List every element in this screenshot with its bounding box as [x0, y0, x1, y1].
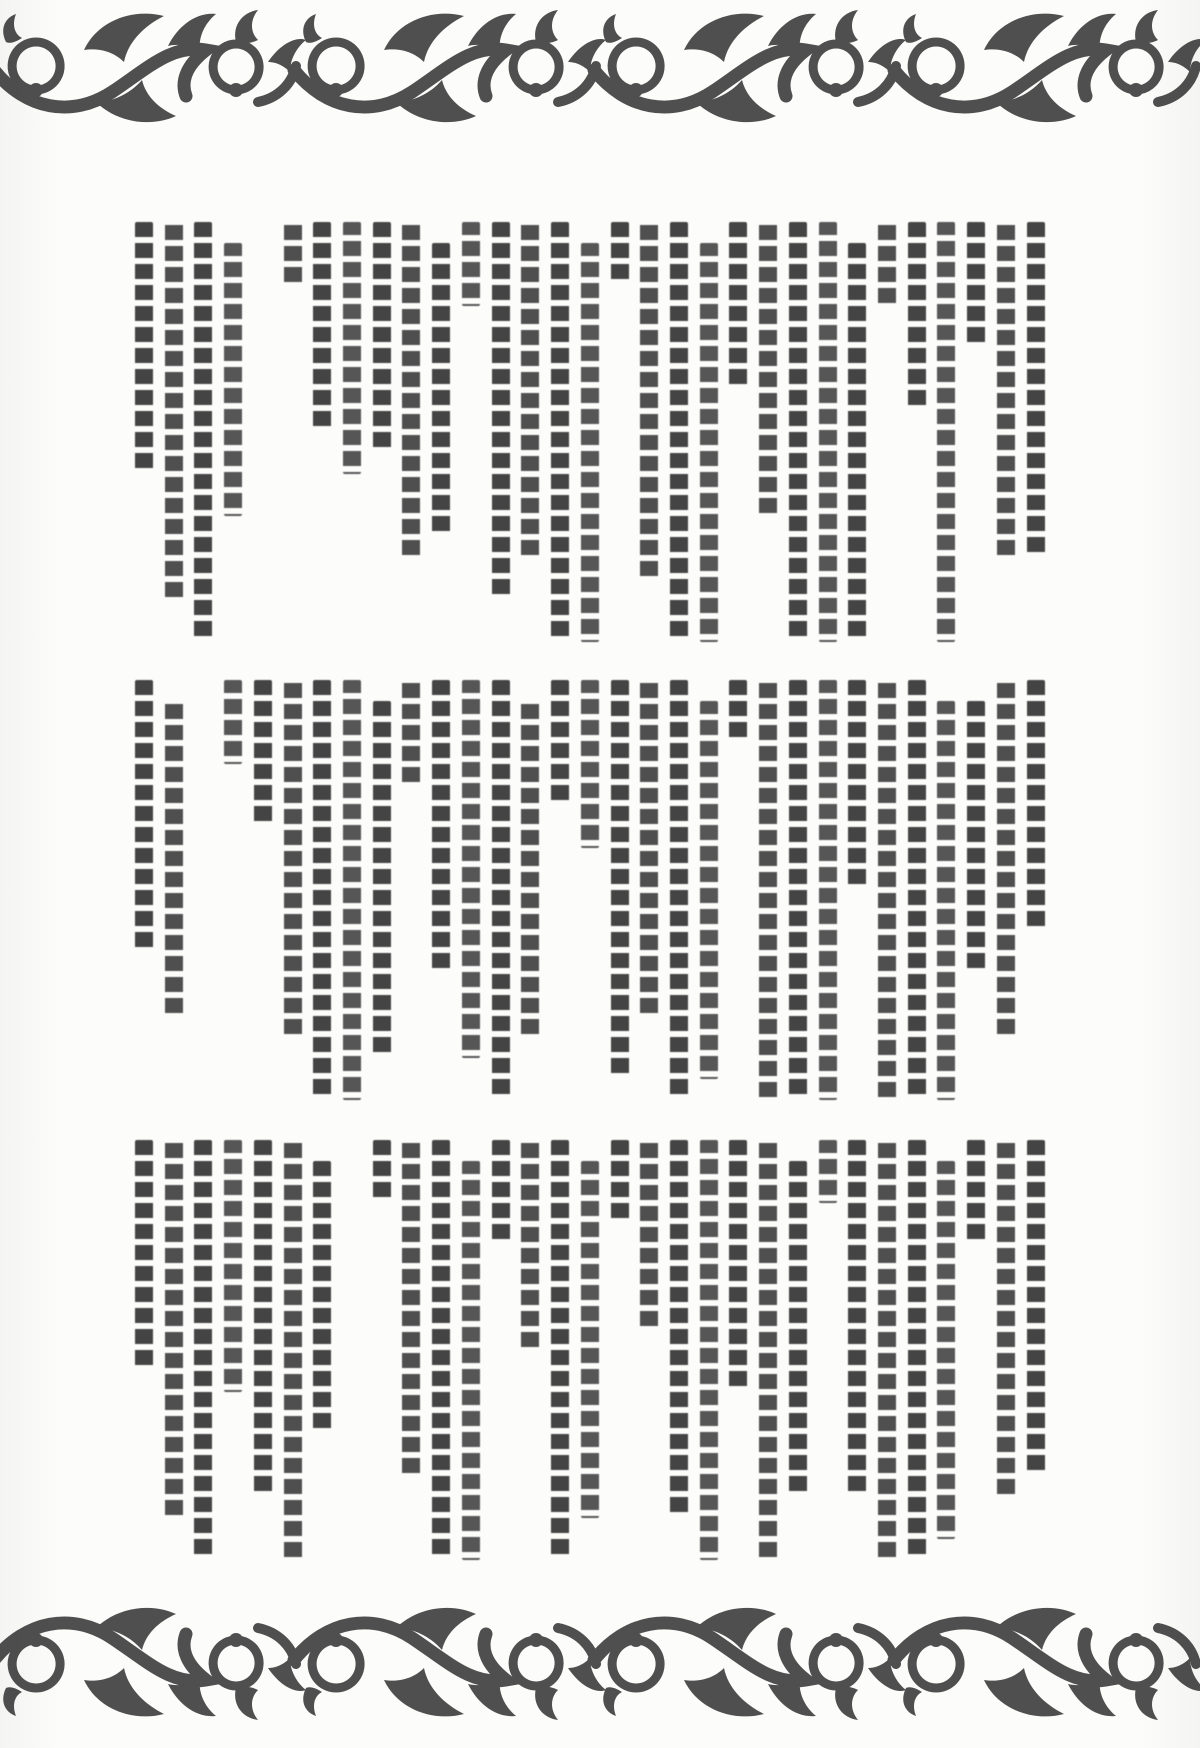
redacted-text-column	[521, 1140, 539, 1350]
redacted-text-column	[611, 222, 629, 285]
redacted-text-column	[997, 222, 1015, 558]
redacted-text-column	[670, 222, 688, 642]
redacted-text-column	[492, 222, 510, 600]
redacted-text-column	[908, 222, 926, 411]
redacted-text-column	[581, 680, 599, 848]
redacted-text-column	[135, 222, 153, 474]
redacted-text-column	[967, 1140, 985, 1245]
redacted-text-column	[878, 680, 896, 1100]
redacted-text-column	[551, 1140, 569, 1560]
redacted-text-column	[789, 222, 807, 642]
redacted-text-column	[759, 1140, 777, 1560]
redacted-text-column	[521, 222, 539, 558]
redacted-text-column	[967, 701, 985, 974]
redacted-text-column	[373, 222, 391, 453]
redacted-text-column	[967, 222, 985, 348]
redacted-text-column	[254, 680, 272, 827]
redacted-text-column	[402, 680, 420, 785]
acanthus-scroll-icon	[0, 1598, 1200, 1724]
redacted-text-column	[640, 222, 658, 579]
text-block-3	[135, 1140, 1045, 1562]
redacted-text-column	[908, 1140, 926, 1560]
redacted-text-column	[670, 680, 688, 1100]
redacted-text-column	[224, 680, 242, 764]
redacted-text-column	[700, 243, 718, 642]
redacted-text-column	[997, 680, 1015, 1037]
redacted-text-column	[462, 222, 480, 306]
redacted-text-column	[937, 222, 955, 642]
redacted-text-column	[284, 680, 302, 1037]
redacted-text-column	[165, 701, 183, 1016]
redacted-text-column	[789, 1161, 807, 1497]
redacted-text-column	[492, 680, 510, 1100]
redacted-text-column	[759, 222, 777, 516]
redacted-text-column	[254, 1140, 272, 1497]
redacted-text-column	[313, 1161, 331, 1434]
redacted-text-column	[284, 222, 302, 285]
redacted-text-column	[194, 1140, 212, 1560]
redacted-text-column	[670, 1140, 688, 1518]
redacted-text-column	[1027, 222, 1045, 558]
redacted-text-column	[343, 222, 361, 474]
redacted-text-column	[284, 1140, 302, 1560]
redacted-text-column	[611, 1140, 629, 1224]
ornamental-border-top	[0, 6, 1200, 132]
redacted-text-column	[432, 680, 450, 974]
redacted-text-column	[432, 1140, 450, 1560]
redacted-text-column	[759, 680, 777, 1100]
redacted-text-column	[135, 680, 153, 953]
redacted-text-column	[729, 222, 747, 390]
redacted-text-column	[700, 701, 718, 1079]
redacted-text-column	[462, 1161, 480, 1560]
acanthus-scroll-icon	[0, 6, 1200, 132]
redacted-text-column	[729, 680, 747, 743]
redacted-text-column	[819, 222, 837, 642]
redacted-text-column	[640, 1140, 658, 1329]
redacted-text-column	[224, 243, 242, 516]
redacted-text-column	[937, 1161, 955, 1539]
redacted-text-column	[611, 680, 629, 1079]
redacted-text-column	[700, 1140, 718, 1560]
redacted-text-column	[402, 1140, 420, 1476]
redacted-text-column	[373, 1140, 391, 1203]
redacted-text-column	[551, 222, 569, 642]
redacted-text-column	[848, 243, 866, 642]
redacted-text-column	[581, 243, 599, 642]
redacted-text-column	[194, 222, 212, 642]
redacted-text-column	[492, 1140, 510, 1245]
redacted-text-column	[908, 680, 926, 1100]
redacted-text-column	[373, 701, 391, 1058]
redacted-text-column	[937, 701, 955, 1100]
redacted-text-column	[313, 680, 331, 1100]
redacted-text-column	[135, 1140, 153, 1371]
redacted-text-column	[819, 1140, 837, 1203]
redacted-text-column	[997, 1140, 1015, 1497]
redacted-text-column	[878, 222, 896, 306]
redacted-text-column	[848, 680, 866, 890]
redacted-text-column	[313, 222, 331, 432]
redacted-text-column	[1027, 680, 1045, 932]
redacted-text-column	[729, 1140, 747, 1392]
redacted-text-column	[343, 680, 361, 1100]
redacted-text-column	[551, 680, 569, 806]
redacted-text-column	[462, 680, 480, 1058]
redacted-text-column	[848, 1140, 866, 1497]
redacted-text-column	[165, 1140, 183, 1518]
redacted-text-column	[1027, 1140, 1045, 1476]
redacted-text-column	[224, 1140, 242, 1392]
redacted-text-column	[581, 1161, 599, 1518]
ornamental-border-bottom	[0, 1598, 1200, 1724]
text-block-2	[135, 680, 1045, 1105]
redacted-text-column	[521, 701, 539, 1037]
redacted-text-column	[402, 222, 420, 558]
redacted-text-column	[878, 1140, 896, 1560]
redacted-text-column	[819, 680, 837, 1100]
redacted-text-column	[165, 222, 183, 600]
redacted-text-column	[432, 243, 450, 537]
redacted-text-column	[640, 680, 658, 1016]
redacted-text-column	[789, 680, 807, 1100]
text-block-1	[135, 222, 1045, 654]
